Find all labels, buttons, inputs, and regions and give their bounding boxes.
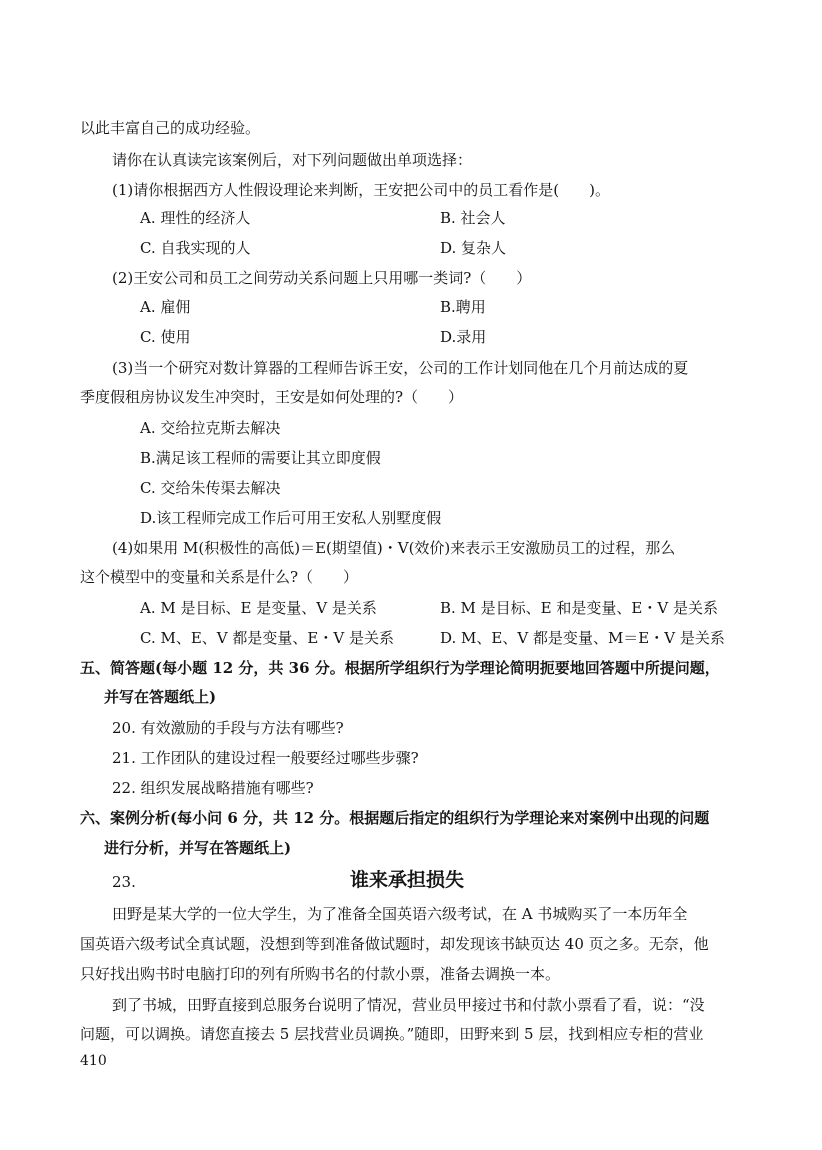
intro-tail: 以此丰富自己的成功经验。: [80, 119, 261, 137]
question-3-stem-line-2: 季度假租房协议发生冲突时，王安是如何处理的?（ ）: [80, 388, 464, 406]
question-1-option-c: C. 自我实现的人: [140, 239, 251, 257]
question-3-stem-line-1: (3)当一个研究对数计算器的工程师告诉王安，公司的工作计划同他在几个月前达成的夏: [112, 359, 689, 377]
case-paragraph-1-line-3: 只好找出购书时电脑打印的列有所购书名的付款小票，准备去调换一本。: [80, 965, 561, 983]
question-2-option-a: A. 雇佣: [140, 298, 191, 316]
section-6-heading-line-2: 进行分析，并写在答题纸上): [104, 839, 292, 857]
question-4-option-d: D. M、E、V 都是变量、M＝E・V 是关系: [440, 629, 725, 647]
page-number: 410: [80, 1053, 107, 1069]
section-5-item-20: 20. 有效激励的手段与方法有哪些?: [112, 719, 344, 737]
question-1-stem: (1)请你根据西方人性假设理论来判断，王安把公司中的员工看作是( )。: [112, 181, 610, 199]
instruction: 请你在认真读完该案例后，对下列问题做出单项选择：: [112, 151, 473, 169]
question-1-option-d: D. 复杂人: [440, 239, 507, 257]
section-5-heading-line-1: 五、简答题(每小题 12 分，共 36 分。根据所学组织行为学理论简明扼要地回答题中所提问题，: [80, 659, 720, 677]
question-3-option-c: C. 交给朱传渠去解决: [140, 479, 281, 497]
question-2-option-d: D.录用: [440, 328, 487, 346]
section-5-heading-line-2: 并写在答题纸上): [104, 688, 217, 706]
question-4-option-b: B. M 是目标、E 和是变量、E・V 是关系: [440, 599, 718, 617]
question-2-option-c: C. 使用: [140, 328, 191, 346]
question-4-stem-line-2: 这个模型中的变量和关系是什么?（ ）: [80, 568, 359, 586]
question-1-option-b: B. 社会人: [440, 209, 506, 227]
question-3-option-d: D.该工程师完成工作后可用王安私人别墅度假: [140, 509, 442, 527]
question-4-option-c: C. M、E、V 都是变量、E・V 是关系: [140, 629, 394, 647]
question-1-option-a: A. 理性的经济人: [140, 209, 251, 227]
question-23-number: 23.: [112, 873, 136, 891]
section-6-heading-line-1: 六、案例分析(每小问 6 分，共 12 分。根据题后指定的组织行为学理论来对案例中出现的问题: [80, 809, 710, 827]
section-5-item-21: 21. 工作团队的建设过程一般要经过哪些步骤?: [112, 749, 419, 767]
case-paragraph-1-line-2: 国英语六级考试全真试题，没想到等到准备做试题时，却发现该书缺页达 40 页之多。无奈，他: [80, 935, 709, 953]
section-5-item-22: 22. 组织发展战略措施有哪些?: [112, 779, 314, 797]
question-3-option-a: A. 交给拉克斯去解决: [140, 419, 281, 437]
question-2-stem: (2)王安公司和员工之间劳动关系问题上只用哪一类词?（ ）: [112, 269, 532, 287]
question-3-option-b: B.满足该工程师的需要让其立即度假: [140, 449, 381, 467]
case-title: 谁来承担损失: [350, 869, 465, 891]
question-4-option-a: A. M 是目标、E 是变量、V 是关系: [140, 599, 377, 617]
case-paragraph-1-line-1: 田野是某大学的一位大学生，为了准备全国英语六级考试，在 A 书城购买了一本历年全: [112, 905, 688, 923]
question-4-stem-line-1: (4)如果用 M(积极性的高低)＝E(期望值)・V(效价)来表示王安激励员工的过程，那么: [112, 539, 676, 557]
case-paragraph-2-line-1: 到了书城，田野直接到总服务台说明了情况，营业员甲接过书和付款小票看了看，说：“没: [112, 996, 705, 1014]
case-paragraph-2-line-2: 问题，可以调换。请您直接去 5 层找营业员调换。”随即，田野来到 5 层，找到相应专柜的营业: [80, 1025, 704, 1043]
question-2-option-b: B.聘用: [440, 298, 486, 316]
